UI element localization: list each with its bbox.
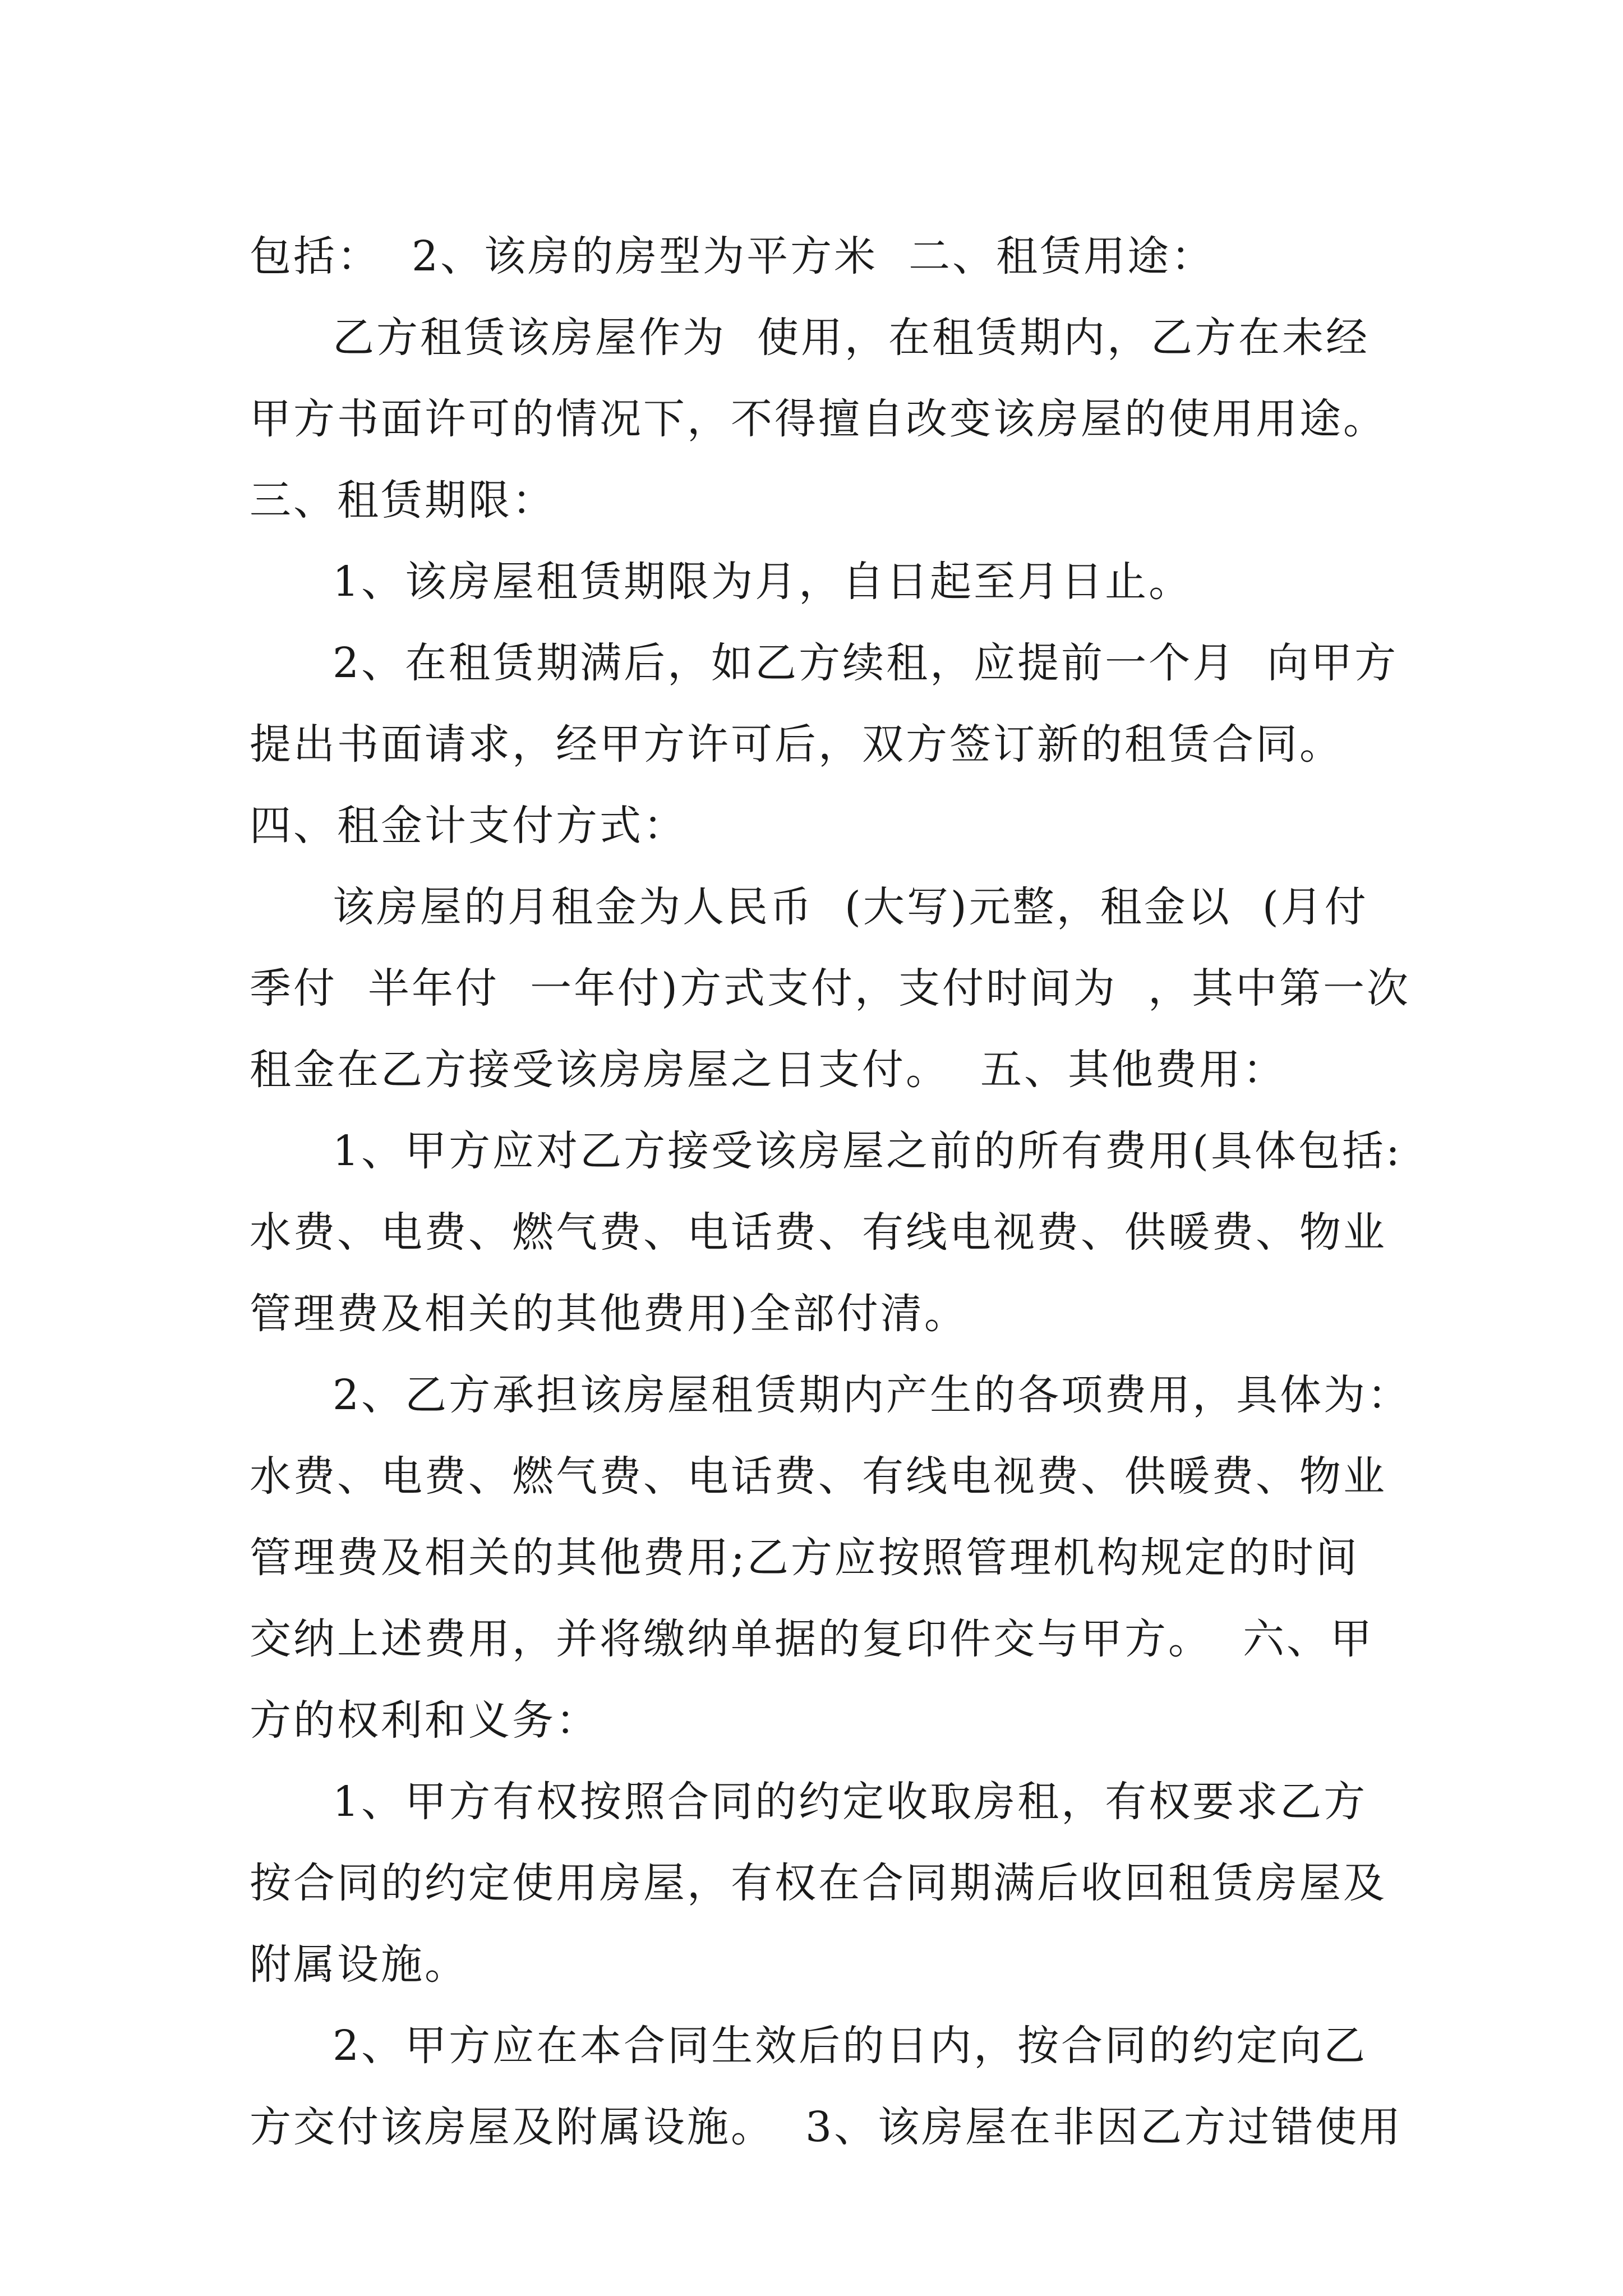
text-line: 该房屋的月租金为人民币 (大写)元整，租金以 (月付 — [333, 883, 1368, 931]
text-line: 甲方书面许可的情况下，不得擅自改变该房屋的使用用途。 — [250, 395, 1387, 443]
text-line: 方交付该房屋及附属设施。 3、该房屋在非因乙方过错使用 — [250, 2103, 1403, 2151]
text-line: 季付 半年付 一年付)方式支付，支付时间为 ，其中第一次 — [250, 964, 1411, 1013]
text-line: 2、甲方应在本合同生效后的日内，按合同的约定向乙 — [333, 2022, 1368, 2070]
text-line: 1、该房屋租赁期限为月，自日起至月日止。 — [333, 558, 1193, 606]
section-heading: 三、租赁期限： — [250, 476, 556, 524]
text-line: 交纳上述费用，并将缴纳单据的复印件交与甲方。 六、甲 — [250, 1615, 1375, 1663]
text-line: 管理费及相关的其他费用;乙方应按照管理机构规定的时间 — [250, 1534, 1359, 1582]
text-line: 水费、电费、燃气费、电话费、有线电视费、供暖费、物业 — [250, 1452, 1387, 1501]
section-heading: 四、租金计支付方式： — [250, 802, 687, 850]
text-line: 按合同的约定使用房屋，有权在合同期满后收回租赁房屋及 — [250, 1859, 1387, 1907]
document-body — [250, 216, 1412, 2168]
text-line: 方的权利和义务： — [250, 1696, 600, 1745]
text-line: 租金在乙方接受该房房屋之日支付。 五、其他费用： — [250, 1046, 1287, 1094]
text-line: 管理费及相关的其他费用)全部付清。 — [250, 1290, 968, 1338]
text-line: 提出书面请求，经甲方许可后，双方签订新的租赁合同。 — [250, 720, 1343, 769]
text-line: 1、甲方有权按照合同的约定收取房租，有权要求乙方 — [333, 1778, 1368, 1826]
text-line: 包括： 2、该房的房型为平方米 二、租赁用途： — [250, 232, 1215, 280]
text-line: 2、乙方承担该房屋租赁期内产生的各项费用，具体为： — [333, 1371, 1412, 1419]
text-line: 1、甲方应对乙方接受该房屋之前的所有费用(具体包括: — [333, 1127, 1402, 1175]
text-line: 水费、电费、燃气费、电话费、有线电视费、供暖费、物业 — [250, 1208, 1387, 1257]
text-line: 乙方租赁该房屋作为 使用，在租赁期内，乙方在未经 — [333, 314, 1370, 362]
text-line: 2、在租赁期满后，如乙方续租，应提前一个月 向甲方 — [333, 639, 1399, 687]
text-line: 附属设施。 — [250, 1940, 468, 1989]
